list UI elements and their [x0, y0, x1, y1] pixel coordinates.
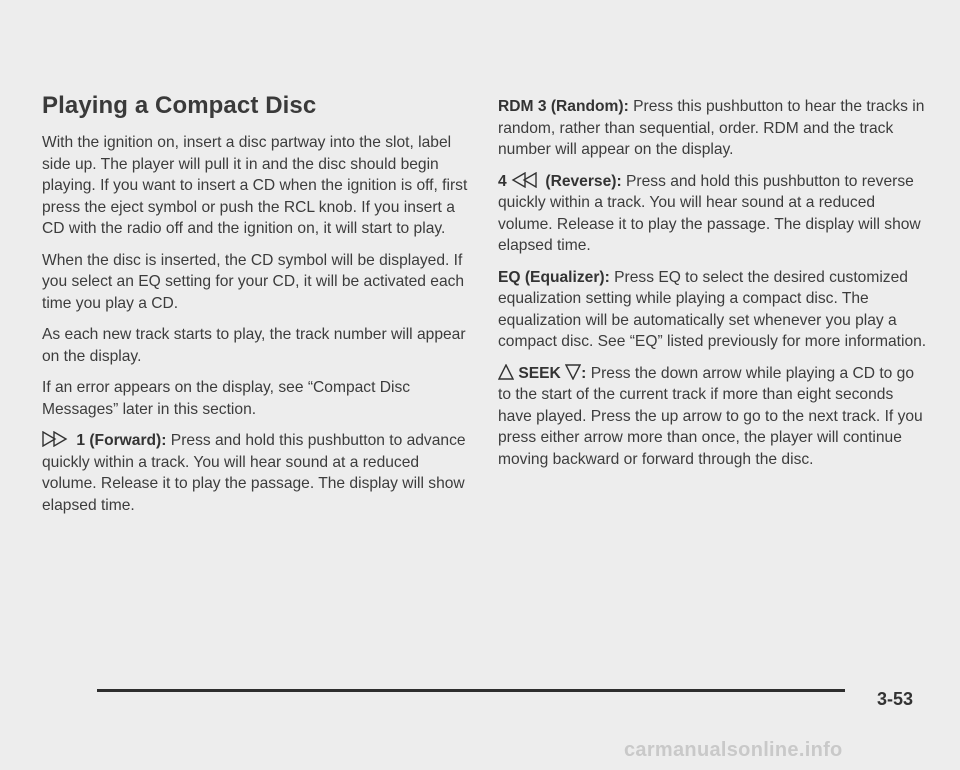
page-number: 3-53 — [877, 689, 914, 709]
paragraph-reverse — [498, 171, 930, 257]
seek-label: SEEK — [518, 364, 561, 382]
watermark: carmanualsonline.info — [624, 739, 843, 761]
footer-rule — [97, 689, 845, 692]
up-arrow-icon — [498, 364, 514, 380]
paragraph-equalizer — [498, 267, 930, 353]
left-column — [42, 92, 472, 526]
paragraph-forward — [42, 430, 472, 516]
paragraph-error: If an error appears on the display, see “Compact Disc Messages” later in this section. — [42, 379, 411, 418]
seek-text: Press the down arrow while playing a CD to go to the start of the current track if more than eight seconds have played. Press the up arrow to go to the next track. If you press either arrow more than once, the player will continue moving backward or forward through the disc. — [498, 364, 923, 468]
reverse-text: Press and hold this pushbutton to reverse quickly within a track. You will hear sound at a reduced volume. Release it to play the passage. The display will show elapsed time. — [498, 172, 921, 254]
equalizer-text: Press EQ to select the desired customized equalization setting while playing a compact disc. The equalization will be automatically set whenever you play a compact disc. See “EQ” listed previously for more information. — [498, 268, 927, 350]
reverse-arrows-icon — [511, 172, 541, 188]
forward-text: Press and hold this pushbutton to advance quickly within a track. You will hear sound at a reduced volume. Release it to play the passage. The display will show elapsed time. — [42, 432, 466, 514]
reverse-label: (Reverse): — [545, 172, 622, 190]
reverse-number: 4 — [498, 172, 507, 190]
right-column — [498, 96, 930, 480]
paragraph-track-number: As each new track starts to play, the track number will appear on the display. — [42, 326, 466, 365]
forward-label: 1 (Forward): — [76, 432, 167, 449]
paragraph-seek — [498, 363, 930, 471]
random-text: Press this pushbutton to hear the tracks in random, rather than sequential, order. RDM and the track number will appear on the display. — [498, 98, 925, 158]
equalizer-label: EQ (Equalizer): — [498, 268, 610, 286]
paragraph-cd-symbol: When the disc is inserted, the CD symbol will be displayed. If you select an EQ setting for your CD, it will be activated each time you play a CD. — [42, 251, 465, 312]
down-arrow-icon — [565, 364, 581, 380]
forward-arrows-icon — [42, 431, 72, 447]
random-label: RDM 3 (Random): — [498, 98, 629, 115]
paragraph-insert-disc: With the ignition on, insert a disc partway into the slot, label side up. The player will pull it in and the disc should begin playing. If you want to insert a CD when the ignition is off, first press the eject symbol or push the RCL knob. If you insert a CD with the radio off and the ignition on, it will start to play. — [42, 134, 468, 237]
section-title: Playing a Compact Disc — [42, 92, 317, 119]
paragraph-random — [498, 96, 930, 161]
seek-colon: : — [581, 364, 587, 382]
